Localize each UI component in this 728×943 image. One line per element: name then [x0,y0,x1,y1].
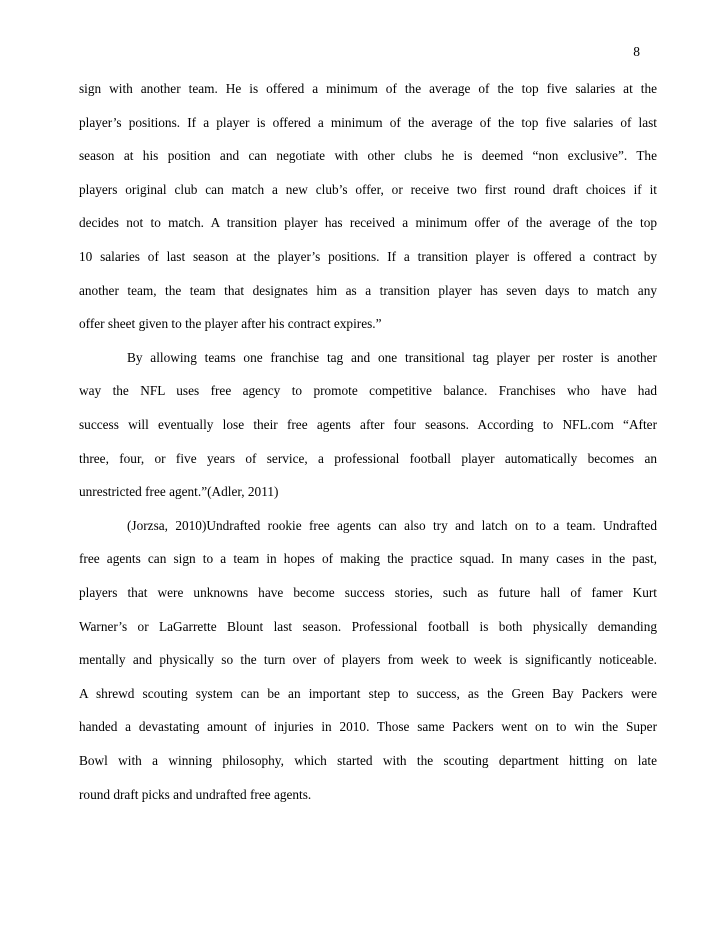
page-number: 8 [633,44,640,59]
text-line: sign with another team. He is offered a minimum of the average of the top five salaries at the [79,81,657,96]
text-line: another team, the team that designates him as a transition player has seven days to match any [79,282,657,298]
text-line: three, four, or five years of service, a professional football player automatically becomes an [79,450,657,466]
text-line: round draft picks and undrafted free agents. [79,786,312,802]
text-line: decides not to match. A transition player has received a minimum offer of the average of the top [79,215,657,231]
text-line: success will eventually lose their free agents after four seasons. According to NFL.com “After [79,417,657,432]
text-line: players that were unknowns have become success stories, such as future hall of famer Kurt [79,585,657,600]
text-line: mentally and physically so the turn over of players from week to week is significantly noticeable. [79,652,657,668]
text-line: players original club can match a new club’s offer, or receive two first round draft choices if it [79,181,657,197]
text-line: unrestricted free agent.”(Adler, 2011) [79,484,279,500]
text-line: season at his position and can negotiate with other clubs he is deemed “non exclusive”. The [79,148,657,164]
text-line: Warner’s or LaGarrette Blount last season. Professional football is both physically demanding [79,618,657,634]
text-line: way the NFL uses free agency to promote competitive balance. Franchises who have had [79,383,657,399]
text-line: 10 salaries of last season at the player’s positions. If a transition player is offered a contract by [79,249,657,264]
text-line: offer sheet given to the player after his contract expires.” [79,316,382,332]
text-line: Bowl with a winning philosophy, which started with the scouting department hitting on late [79,753,657,768]
text-line: (Jorzsa, 2010)Undrafted rookie free agents can also try and latch on to a team. Undrafted [127,517,657,533]
text-line: By allowing teams one franchise tag and one transitional tag player per roster is another [127,349,657,365]
text-line: handed a devastating amount of injuries in 2010. Those same Packers went on to win the Super [79,719,657,735]
text-line: player’s positions. If a player is offered a minimum of the average of the top five salaries of last [79,114,657,130]
text-line: free agents can sign to a team in hopes of making the practice squad. In many cases in the past, [79,551,657,567]
text-line: A shrewd scouting system can be an important step to success, as the Green Bay Packers were [79,685,657,701]
